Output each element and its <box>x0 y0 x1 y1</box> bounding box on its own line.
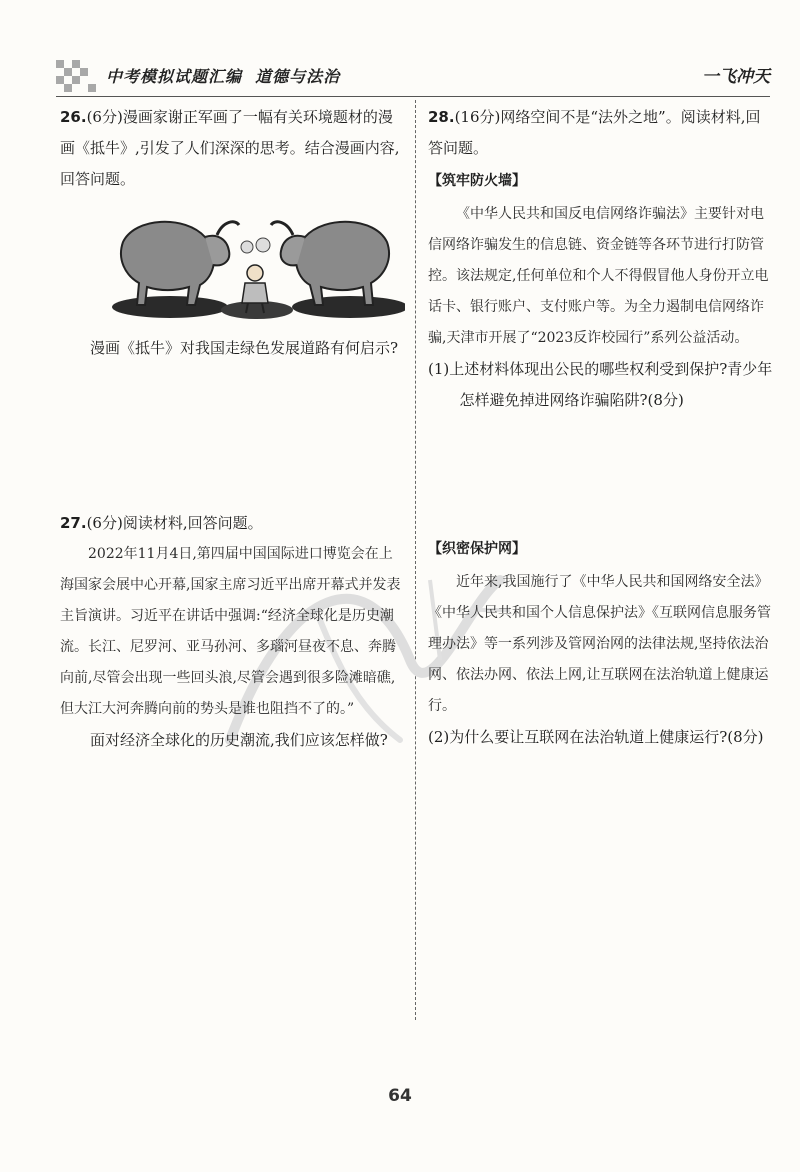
page-number: 64 <box>388 1086 412 1106</box>
question-stem: (6分)漫画家谢正军画了一幅有关环境题材的漫画《抵牛》,引发了人们深深的思考。结合漫画内容,回答问题。 <box>60 108 400 188</box>
question-number: 26. <box>60 108 87 126</box>
question-prompt: 漫画《抵牛》对我国走绿色发展道路有何启示? <box>90 339 399 357</box>
question-number: 27. <box>60 514 87 532</box>
reading-material: 近年来,我国施行了《中华人民共和国网络安全法》《中华人民共和国个人信息保护法》《互联网信息服务管理办法》等一系列涉及管网治网的法律法规,坚持依法治网、依法办网、依法上网,让互联网在法治轨道上健康运行。 <box>428 574 771 714</box>
header-decor-pattern <box>56 60 96 94</box>
series-title: 中考模拟试题汇编 道德与法治 <box>106 67 341 86</box>
question-stem: (16分)网络空间不是“法外之地”。阅读材料,回答问题。 <box>428 108 761 157</box>
question-prompt: 面对经济全球化的历史潮流,我们应该怎样做? <box>90 731 388 749</box>
left-column <box>60 102 405 756</box>
reading-material: 《中华人民共和国反电信网络诈骗法》主要针对电信网络诈骗发生的信息链、资金链等各环节进行打防管控。该法规定,任何单位和个人不得假冒他人身份开立电话卡、银行账户、支付账户等。为全力遏制电信网络诈骗,天津市开展了“2023反诈校园行”系列公益活动。 <box>428 206 769 346</box>
sub-question-1: (1)上述材料体现出公民的哪些权利受到保护?青少年怎样避免掉进网络诈骗陷阱?(8分) <box>428 360 773 409</box>
brand-logo: 一飞冲天 <box>702 67 770 87</box>
page-header <box>56 58 770 98</box>
header-rule <box>56 96 770 97</box>
question-28 <box>428 102 773 753</box>
reading-material: 2022年11月4日,第四届中国国际进口博览会在上海国家会展中心开幕,国家主席习近平出席开幕式并发表主旨演讲。习近平在讲话中强调:“经济全球化是历史潮流。长江、尼罗河、亚马孙河、多瑙河昼夜不息、奔腾向前,尽管会出现一些回头浪,尽管会遇到很多险滩暗礁,但大江大河奔腾向前的势头是谁也阻挡不了的。” <box>60 546 401 717</box>
right-column <box>428 102 773 753</box>
sub-question-2: (2)为什么要让互联网在法治轨道上健康运行?(8分) <box>428 728 764 746</box>
question-27 <box>60 508 405 756</box>
question-number: 28. <box>428 108 455 126</box>
question-stem: (6分)阅读材料,回答问题。 <box>86 514 263 532</box>
section-title-firewall: 【筑牢防火墙】 <box>428 173 526 189</box>
section-title-protection-net: 【织密保护网】 <box>428 541 526 557</box>
question-26 <box>60 102 405 364</box>
cartoon-bull-illustration <box>105 207 405 327</box>
